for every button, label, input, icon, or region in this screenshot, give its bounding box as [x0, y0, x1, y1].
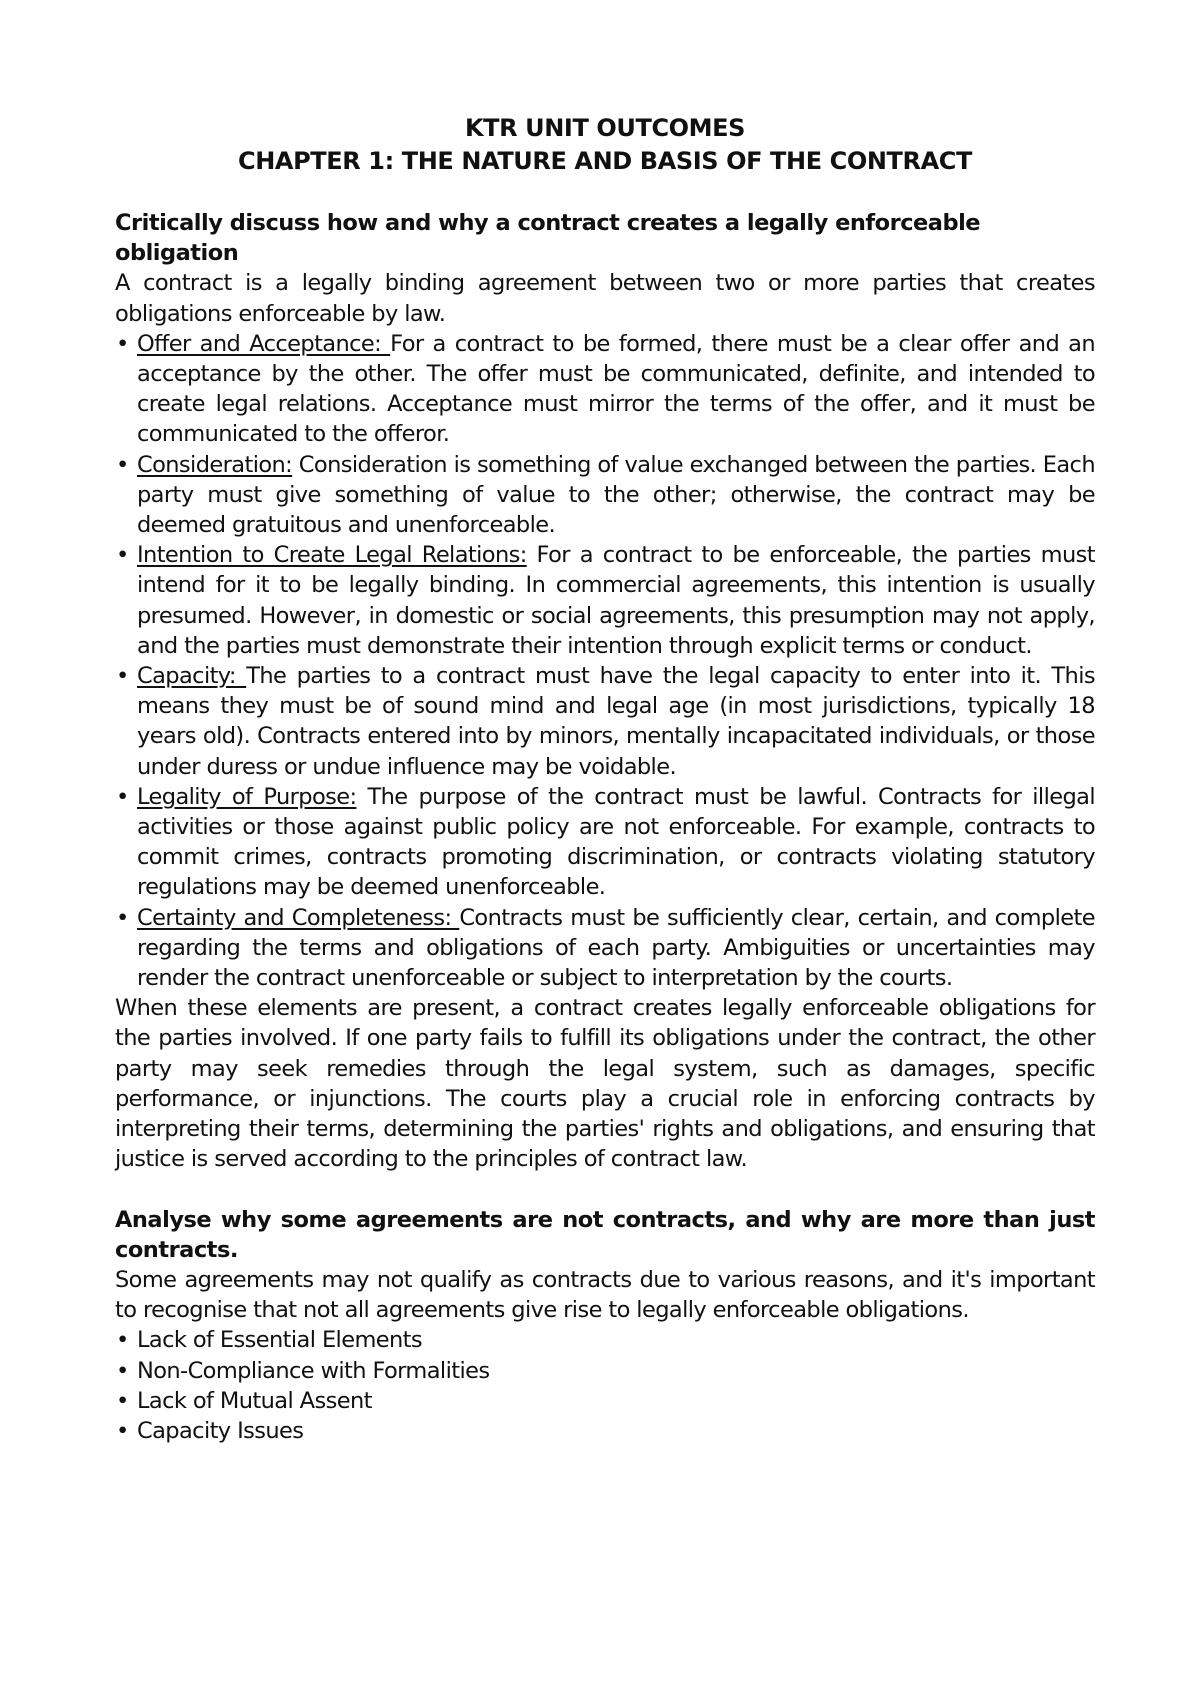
list-item [115, 1386, 1095, 1416]
list-item-intention [115, 540, 1095, 661]
list-item [115, 1356, 1095, 1386]
section-2-heading: Analyse why some agreements are not contracts, and why are more than just contracts. [115, 1206, 1095, 1263]
term-offer-acceptance: Offer and Acceptance: [137, 330, 391, 357]
text-intention: For a contract to be enforceable, the parties must intend for it to be legally binding. In commercial agreements, this intention is usually presumed. However, in domestic or social agreements, this presumption may not apply, and the parties must demonstrate their intention through explicit terms or conduct. [137, 542, 1095, 659]
bullet-icon: • [116, 330, 129, 357]
bullet-icon: • [116, 1357, 129, 1384]
list-item-capacity [115, 661, 1095, 782]
bullet-icon: • [116, 904, 129, 931]
list-item-legality [115, 782, 1095, 903]
term-capacity: Capacity: [137, 663, 247, 690]
spacer [115, 1175, 1095, 1205]
term-consideration: Consideration: [137, 451, 293, 478]
list-item [115, 1416, 1095, 1446]
bullet-icon: • [116, 1327, 129, 1354]
bullet-icon: • [116, 542, 129, 569]
list-item [115, 1325, 1095, 1355]
document-page [115, 112, 1095, 1446]
term-intention: Intention to Create Legal Relations: [137, 542, 527, 569]
text-capacity: The parties to a contract must have the legal capacity to enter into it. This means they must be of sound mind and legal age (in most jurisdictions, typically 18 years old). Contracts entered into by minors, mentally incapacitated individuals, or those under duress or undue influence may be voidable. [137, 663, 1095, 780]
list-item-text: Lack of Essential Elements [137, 1327, 423, 1354]
list-item-text: Non-Compliance with Formalities [137, 1357, 490, 1384]
document-title: KTR UNIT OUTCOMES [464, 114, 746, 142]
text-offer-acceptance: For a contract to be formed, there must be a clear offer and an acceptance by the other. The offer must be communicated, definite, and intended to create legal relations. Acceptance must mirror the terms of the offer, and it must be communicated to the offeror. [137, 330, 1096, 448]
section-1-heading: Critically discuss how and why a contract creates a legally enforceable obligation [115, 210, 981, 267]
section-1-conclusion: When these elements are present, a contract creates legally enforceable obligations for the parties involved. If one party fails to fulfill its obligations under the contract, the other party may seek remedies through the legal system, such as damages, specific performance, or injunctions. The courts play a crucial role in enforcing contracts by interpreting their terms, determining the parties' rights and obligations, and ensuring that justice is served according to the principles of contract law. [115, 995, 1095, 1173]
chapter-title: CHAPTER 1: THE NATURE AND BASIS OF THE CONTRACT [238, 147, 972, 175]
section-1-intro: A contract is a legally binding agreement between two or more parties that creates obligations enforceable by law. [115, 270, 1095, 327]
bullet-icon: • [116, 783, 129, 810]
contract-elements-list [115, 329, 1095, 993]
list-item-consideration [115, 450, 1095, 541]
list-item-offer-acceptance [115, 329, 1095, 450]
list-item-text: Lack of Mutual Assent [137, 1387, 372, 1414]
list-item-text: Capacity Issues [137, 1417, 304, 1444]
section-2-intro: Some agreements may not qualify as contracts due to various reasons, and it's important to recognise that not all agreements give rise to legally enforceable obligations. [115, 1266, 1095, 1324]
bullet-icon: • [116, 1417, 129, 1444]
bullet-icon: • [116, 663, 129, 690]
spacer [115, 178, 1095, 208]
list-item-certainty [115, 903, 1095, 994]
bullet-icon: • [116, 451, 129, 478]
term-legality: Legality of Purpose: [137, 783, 357, 810]
text-legality: The purpose of the contract must be lawful. Contracts for illegal activities or those against public policy are not enforceable. For example, contracts to commit crimes, contracts promoting discrimination, or contracts violating statutory regulations may be deemed unenforceable. [137, 783, 1095, 901]
text-consideration: Consideration is something of value exchanged between the parties. Each party must give something of value to the other; otherwise, the contract may be deemed gratuitous and unenforceable. [137, 451, 1095, 539]
non-contract-reasons-list [115, 1325, 1095, 1446]
bullet-icon: • [116, 1387, 129, 1414]
text-certainty: Contracts must be sufficiently clear, certain, and complete regarding the terms and obligations of each party. Ambiguities or uncertainties may render the contract unenforceable or subject to interpretation by the courts. [137, 904, 1095, 992]
term-certainty: Certainty and Completeness: [137, 904, 460, 931]
